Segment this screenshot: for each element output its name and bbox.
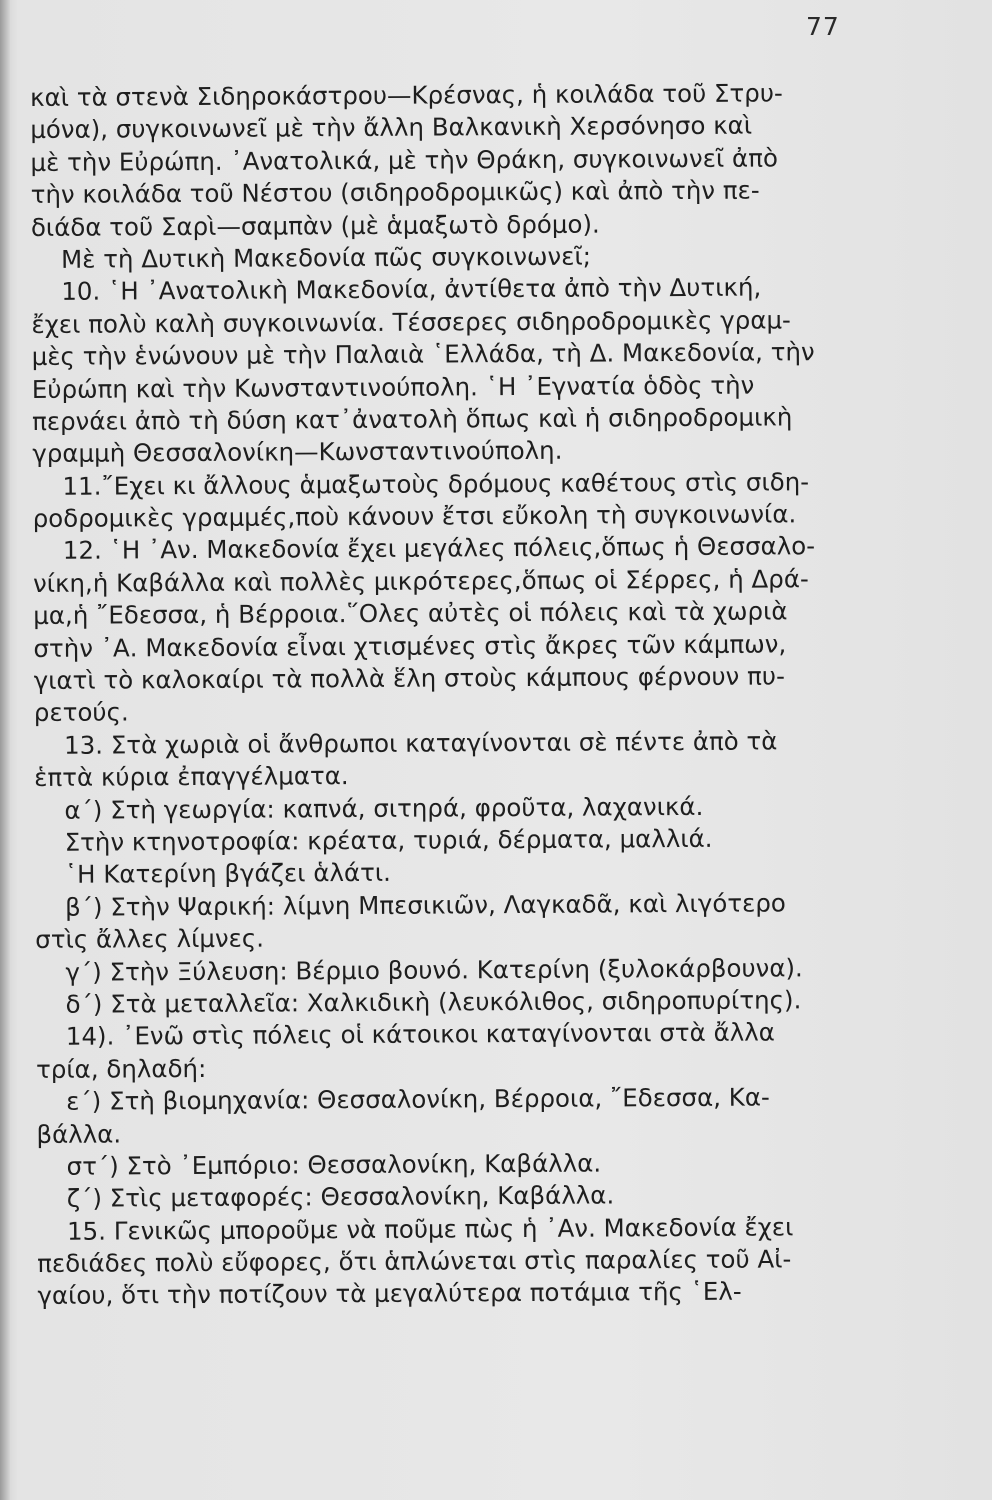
text-line: στ΄) Στὸ ᾿Εμπόριο: Θεσσαλονίκη, Καβάλλα. [66, 1148, 602, 1181]
text-line: Στὴν κτηνοτροφία: κρέατα, τυριά, δέρματα, μαλλιά. [64, 823, 713, 857]
text-line: καὶ τὰ στενὰ Σιδηροκάστρου—Κρέσνας, ἡ κοιλάδα τοῦ Στρυ- [30, 78, 783, 112]
text-line: 11.῎Εχει κι ἄλλους ἁμαξωτοὺς δρόμους καθέτους στὶς σιδη- [62, 466, 810, 501]
text-line: ρετούς. [33, 697, 129, 728]
text-line: 12. ῾Η ᾿Αν. Μακεδονία ἔχει μεγάλες πόλεις,ὅπως ἡ Θεσσαλο- [62, 531, 816, 566]
text-line: α΄) Στὴ γεωργία: καπνά, σιτηρά, φροῦτα, λαχανικά. [64, 791, 704, 825]
text-line: στὴν ᾿Α. Μακεδονία εἶναι χτισμένες στὶς ἄκρες τῶν κάμπων, [33, 629, 787, 663]
text-line: μα,ἡ ῎Εδεσσα, ἡ Βέρροια.῞Ολες αὐτὲς οἱ πόλεις καὶ τὰ χωριὰ [33, 596, 788, 631]
page-number: 77 [806, 12, 840, 41]
text-line: ῾Η Κατερίνη βγάζει ἁλάτι. [64, 858, 392, 890]
text-line: τὴν κοιλάδα τοῦ Νέστου (σιδηροδρομικῶς) καὶ ἀπὸ τὴν πε- [30, 175, 760, 210]
text-line: γαίου, ὅτι τὴν ποτίζουν τὰ μεγαλύτερα ποτάμια τῆς ῾Ελ- [37, 1277, 742, 1311]
text-line: διάδα τοῦ Σαρὶ—σαμπὰν (μὲ ἁμαξωτὸ δρόμο). [30, 209, 600, 242]
text-line: νίκη,ἡ Καβάλλα καὶ πολλὲς μικρότερες,ὅπως οἱ Σέρρες, ἡ Δρά- [32, 564, 809, 598]
text-line: δ΄) Στὰ μεταλλεῖα: Χαλκιδικὴ (λευκόλιθος, σιδηροπυρίτης). [65, 985, 802, 1019]
text-line: ε΄) Στὴ βιομηχανία: Θεσσαλονίκη, Βέρροια, ῎Εδεσσα, Κα- [66, 1082, 770, 1116]
text-line: μὲς τὴν ἑνώνουν μὲ τὴν Παλαιὰ ῾Ελλάδα, τὴ Δ. Μακεδονία, τὴν [31, 337, 815, 372]
text-line: ἑπτὰ κύρια ἐπαγγέλματα. [34, 761, 349, 793]
text-line: γιατὶ τὸ καλοκαίρι τὰ πολλὰ ἕλη στοὺς κάμπους φέρνουν πυ- [33, 661, 785, 696]
text-line: γραμμὴ Θεσσαλονίκη—Κωνσταντινούπολη. [32, 436, 563, 469]
text-line: 13. Στὰ χωριὰ οἱ ἄνθρωποι καταγίνονται σὲ πέντε ἀπὸ τὰ [63, 726, 778, 760]
text-line: βάλλα. [36, 1118, 122, 1149]
page-text-body [30, 77, 918, 1313]
text-line: μὲ τὴν Εὐρώπη. ᾿Ανατολικά, μὲ τὴν Θράκη, συγκοινωνεῖ ἀπὸ [30, 143, 778, 177]
text-line: β΄) Στὴν Ψαρική: λίμνη Μπεσικιῶν, Λαγκαδᾶ, καὶ λιγότερο [64, 888, 786, 922]
text-line: γ΄) Στὴν Ξύλευση: Βέρμιο βουνό. Κατερίνη (ξυλοκάρβουνα). [65, 952, 803, 987]
text-line: ἔχει πολὺ καλὴ συγκοινωνία. Τέσσερες σιδηροδρομικὲς γραμ- [31, 305, 791, 339]
page-binding-shadow [0, 0, 10, 1500]
text-line: Εὐρώπη καὶ τὴν Κωνσταντινούπολη. ῾Η ᾿Εγνατία ὁδὸς τὴν [31, 370, 755, 404]
text-line: ροδρομικὲς γραμμές,ποὺ κάνουν ἔτσι εὔκολη τὴ συγκοινωνία. [32, 499, 797, 534]
text-line: 10. ῾Η ᾿Ανατολικὴ Μακεδονία, ἀντίθετα ἀπὸ τὴν Δυτική, [61, 272, 762, 307]
text-line: 14). ᾿Ενῶ στὶς πόλεις οἱ κάτοικοι καταγίνονται στὰ ἄλλα [65, 1017, 775, 1052]
text-line: μόνα), συγκοινωνεῖ μὲ τὴν ἄλλη Βαλκανικὴ Χερσόνησο καὶ [30, 110, 753, 145]
text-line: ζ΄) Στὶς μεταφορές: Θεσσαλονίκη, Καβάλλα. [66, 1180, 615, 1214]
text-line: περνάει ἀπὸ τὴ δύση κατ᾿ἀνατολὴ ὅπως καὶ ἡ σιδηροδρομικὴ [31, 402, 793, 436]
text-line: στὶς ἄλλες λίμνες. [35, 923, 265, 955]
text-line: πεδιάδες πολὺ εὔφορες, ὅτι ἁπλώνεται στὶς παραλίες τοῦ Αἰ- [37, 1244, 792, 1279]
text-line: Μὲ τὴ Δυτικὴ Μακεδονία πῶς συγκοινωνεῖ; [60, 241, 592, 274]
text-line: τρία, δηλαδή: [35, 1053, 207, 1084]
text-line: 15. Γενικῶς μποροῦμε νὰ ποῦμε πὼς ἡ ᾿Αν. Μακεδονία ἔχει [66, 1212, 794, 1246]
